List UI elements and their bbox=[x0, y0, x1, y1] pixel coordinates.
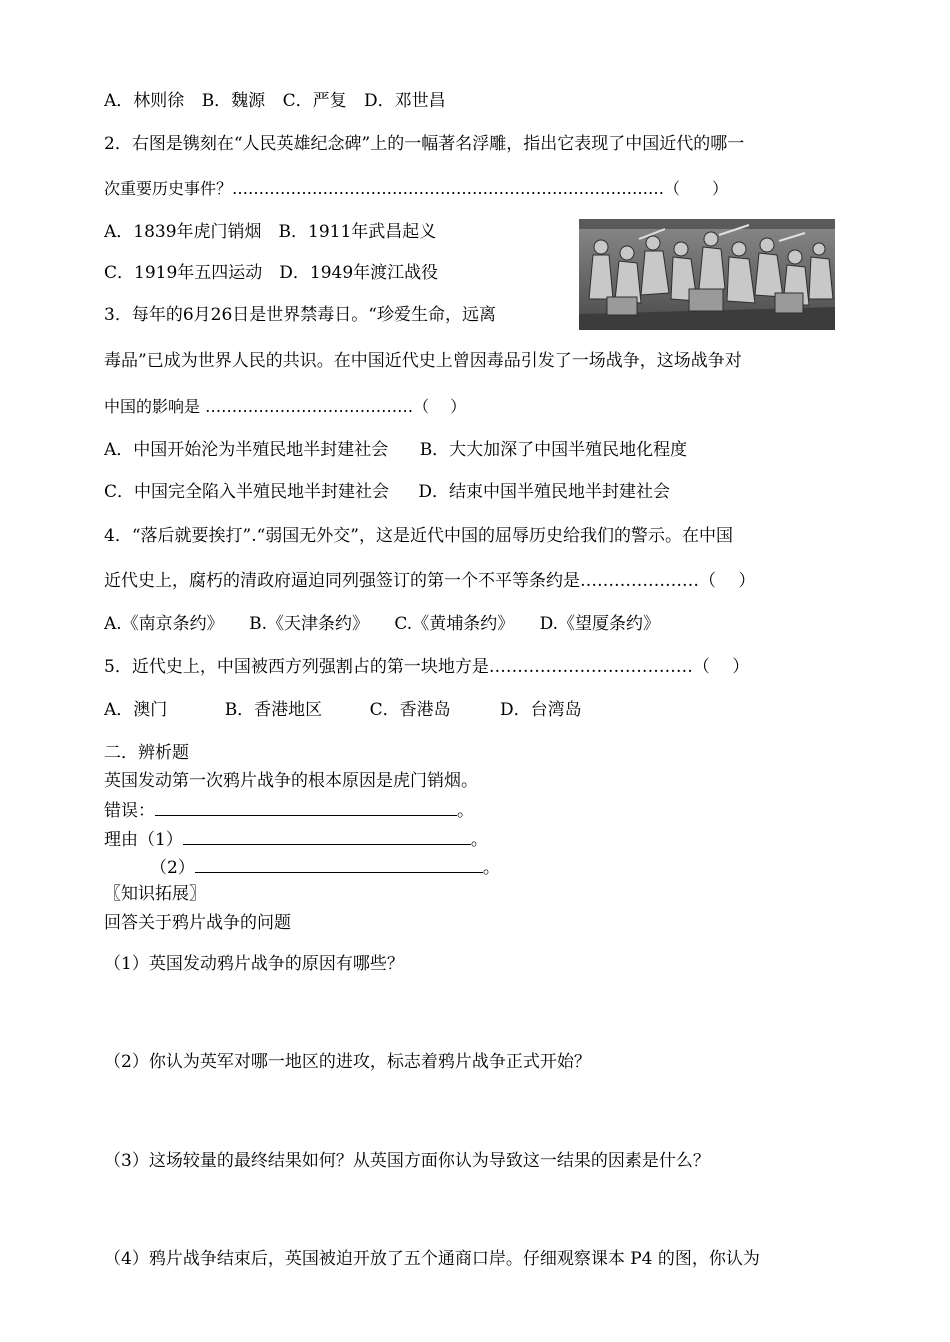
q3-stem-line2: 毒品”已成为世界人民的共识。在中国近代史上曾因毒品引发了一场战争，这场战争对 bbox=[104, 351, 742, 371]
extension-title: 〖知识拓展〗 bbox=[104, 884, 206, 904]
relief-sculpture-image bbox=[579, 219, 835, 330]
extension-question-2: （2）你认为英军对哪一地区的进攻，标志着鸦片战争正式开始？ bbox=[104, 1052, 591, 1072]
q3-option-d: D．结束中国半殖民地半封建社会 bbox=[418, 482, 671, 502]
reason2-end-mark: 。 bbox=[482, 858, 500, 878]
q3-option-a: A．中国开始沦为半殖民地半封建社会 bbox=[104, 440, 389, 460]
reason1-label: 理由（1） bbox=[104, 830, 183, 850]
section2-statement: 英国发动第一次鸦片战争的根本原因是虎门销烟。 bbox=[104, 771, 478, 791]
q2-stem-line2: 次重要历史事件？………………………………………………………………………（ ） bbox=[104, 179, 729, 198]
q4-option-a: A.《南京条约》 bbox=[104, 614, 224, 634]
q4-option-d: D.《望厦条约》 bbox=[539, 614, 661, 634]
q3-option-b: B．大大加深了中国半殖民地化程度 bbox=[419, 440, 688, 460]
q5-option-c: C．香港岛 bbox=[369, 700, 451, 720]
q3-stem-line3: 中国的影响是 …………………………………（ ） bbox=[104, 397, 467, 416]
q2-stem-line1: 2．右图是镌刻在“人民英雄纪念碑”上的一幅著名浮雕，指出它表现了中国近代的哪一 bbox=[104, 134, 745, 154]
q1-option-d: D．邓世昌 bbox=[364, 91, 446, 111]
reason2-label: （2） bbox=[150, 858, 195, 878]
q5-option-a: A．澳门 bbox=[104, 700, 168, 720]
q4-stem-line1: 4．“落后就要挨打”.“弱国无外交”，这是近代中国的屈辱历史给我们的警示。在中国 bbox=[104, 526, 733, 546]
error-end-mark: 。 bbox=[457, 801, 474, 821]
q3-stem-line1: 3．每年的6月26日是世界禁毒日。“珍爱生命，远离 bbox=[104, 305, 496, 325]
q5-options bbox=[104, 700, 582, 720]
error-label: 错误： bbox=[104, 801, 155, 821]
extension-intro: 回答关于鸦片战争的问题 bbox=[104, 913, 291, 933]
q5-option-b: B．香港地区 bbox=[224, 700, 323, 720]
q1-options bbox=[104, 91, 446, 111]
extension-question-1: （1）英国发动鸦片战争的原因有哪些？ bbox=[104, 954, 404, 974]
q4-option-b: B.《天津条约》 bbox=[249, 614, 369, 634]
q1-option-a: A．林则徐 bbox=[104, 91, 185, 111]
q3-options-row2 bbox=[104, 482, 670, 502]
q2-options-line2: C．1919年五四运动 D．1949年渡江战役 bbox=[104, 263, 439, 283]
q2-options-line1: A．1839年虎门销烟 B．1911年武昌起义 bbox=[104, 222, 437, 242]
section2-title: 二．辨析题 bbox=[104, 743, 189, 763]
q1-option-c: C．严复 bbox=[282, 91, 347, 111]
reason1-row bbox=[104, 828, 488, 850]
q1-option-b: B．魏源 bbox=[201, 91, 266, 111]
extension-question-4: （4）鸦片战争结束后，英国被迫开放了五个通商口岸。仔细观察课本 P4 的图，你认为 bbox=[104, 1249, 760, 1269]
extension-question-3: （3）这场较量的最终结果如何？从英国方面你认为导致这一结果的因素是什么？ bbox=[104, 1151, 710, 1171]
q5-option-d: D．台湾岛 bbox=[500, 700, 582, 720]
q4-options bbox=[104, 614, 660, 634]
q3-option-c: C．中国完全陷入半殖民地半封建社会 bbox=[104, 482, 390, 502]
reason2-answer-blank[interactable] bbox=[195, 856, 483, 873]
q4-option-c: C.《黄埔条约》 bbox=[394, 614, 515, 634]
reason1-answer-blank[interactable] bbox=[183, 828, 471, 845]
error-row bbox=[104, 799, 474, 821]
error-answer-blank[interactable] bbox=[155, 799, 457, 816]
reason1-end-mark: 。 bbox=[470, 830, 488, 850]
reason2-row bbox=[150, 856, 500, 878]
q5-stem: 5．近代史上，中国被西方列强割占的第一块地方是………………………………（ ） bbox=[104, 657, 750, 677]
q3-options-row1 bbox=[104, 440, 687, 460]
relief-illustration bbox=[579, 219, 835, 330]
q4-stem-line2: 近代史上，腐朽的清政府逼迫同列强签订的第一个不平等条约是…………………（ ） bbox=[104, 571, 756, 591]
